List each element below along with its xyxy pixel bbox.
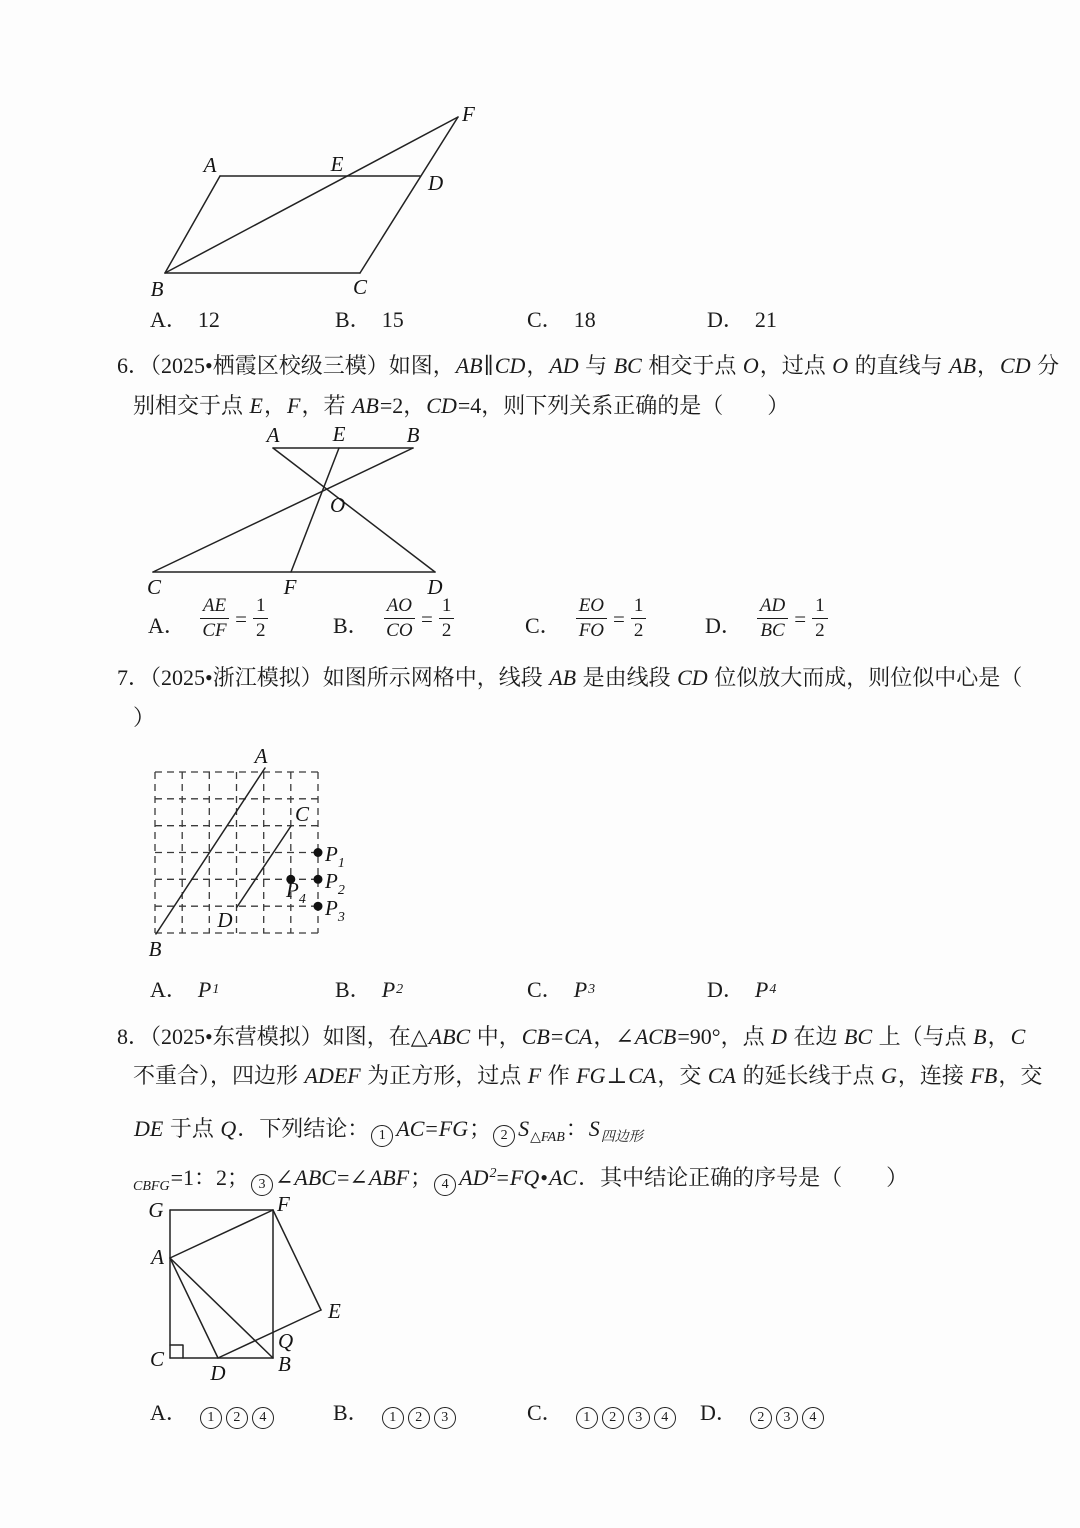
fig4-label-E: E <box>328 1299 341 1323</box>
fig1-label-B: B <box>150 277 164 301</box>
question-6-options <box>0 595 1080 655</box>
fig3-label-P3: $P_3$ <box>325 896 345 925</box>
fig3-label-B: B <box>148 937 162 961</box>
fraction: $\frac{1}{2}$ <box>253 595 269 642</box>
edge-EF <box>273 1210 321 1310</box>
fig4-label-A: A <box>151 1245 164 1269</box>
fig4-label-Q: Q <box>278 1329 294 1353</box>
question-6-line-1: 6．（2025•栖霞区校级三模）如图，AB∥CD，AD 与 BC 相交于点 O，过点 O 的直线与 AB，CD 分 <box>117 353 1060 378</box>
option-b: B． P 2 <box>335 977 404 1002</box>
question-8-options <box>0 1397 1080 1429</box>
point-P1 <box>314 848 323 857</box>
question-8-line-1: 8．（2025•东营模拟）如图，在△ABC 中，CB=CA，∠ACB=90°，点 D 在边 BC 上（与点 B，C <box>117 1024 1026 1049</box>
option-c: C． 18 <box>527 307 596 332</box>
segment-AB <box>170 1258 273 1358</box>
fig2-label-D: D <box>427 575 443 599</box>
line-BC <box>153 448 413 572</box>
fig2-label-F: F <box>283 575 297 599</box>
square-figure-lines <box>170 1210 321 1358</box>
question5-options <box>0 306 1080 336</box>
fig2-label-O: O <box>330 493 346 517</box>
right-angle-mark <box>170 1345 183 1358</box>
option-d: D． 2 3 4 <box>700 1397 826 1429</box>
line-CDF <box>360 117 458 273</box>
question-8-line-3: DE 于点 Q．下列结论： 1 AC=FG； 2 $S_{\triangle FAB}$：$S_{四边形}$ <box>134 1116 643 1145</box>
option-c: C． 1 2 3 4 <box>527 1397 678 1429</box>
fig2-label-B: B <box>406 423 420 447</box>
line-AD <box>273 448 435 572</box>
fig1-label-D: D <box>428 171 444 195</box>
fig4-label-B: B <box>278 1352 291 1376</box>
crossing-lines <box>153 448 435 572</box>
fig3-label-D: D <box>217 908 233 932</box>
fig2-label-C: C <box>146 575 162 599</box>
fig3-label-C: C <box>295 802 310 826</box>
circled-group: 1 2 3 <box>380 1397 458 1429</box>
fig1-label-E: E <box>330 152 344 176</box>
circled-group: 1 2 4 <box>198 1397 276 1429</box>
question-8-line-2: 不重合），四边形 ADEF 为正方形，过点 F 作 FG⊥CA，交 CA 的延长线于点 G，连接 FB，交 <box>133 1063 1043 1088</box>
option-b: B． $\frac{AO}{CO}$ = $\frac{1}{2}$ <box>333 595 458 642</box>
edge-AF <box>170 1210 273 1258</box>
fraction: $\frac{AD}{BC}$ <box>757 595 788 642</box>
option-c: C． $\frac{EO}{FO}$ = $\frac{1}{2}$ <box>525 595 650 642</box>
fig3-label-P4: $P_4$ <box>286 878 306 907</box>
circled-group: 1 2 3 4 <box>574 1397 678 1429</box>
figure-square <box>128 1190 398 1395</box>
fig2-label-E: E <box>332 422 346 446</box>
fraction: $\frac{EO}{FO}$ <box>576 595 607 642</box>
fig4-label-G: G <box>148 1198 164 1222</box>
option-b: B． 15 <box>335 307 404 332</box>
option-a: A． 1 2 4 <box>150 1397 276 1429</box>
fig2-label-A: A <box>266 423 280 447</box>
figure-crossing-lines <box>140 420 460 605</box>
fig4-label-D: D <box>210 1361 226 1385</box>
option-d: D． 21 <box>707 307 777 332</box>
question-8-line-4: $_{CBFG}$=1：2； 3 ∠ABC=∠ABF； 4 $AD^2=FQ•AC$．其中结论正确的序号是（ ） <box>133 1165 909 1194</box>
fig4-label-C: C <box>149 1347 164 1371</box>
question-7-options <box>0 976 1080 1006</box>
segment-AB <box>156 768 265 934</box>
fig3-label-A: A <box>254 744 268 768</box>
parallelogram-lines <box>165 117 458 273</box>
option-c: C． P 3 <box>527 977 596 1002</box>
fig1-label-F: F <box>462 102 475 126</box>
fig1-label-A: A <box>203 153 217 177</box>
edge-AD <box>170 1258 218 1358</box>
question-7-line-2: ） <box>133 705 156 730</box>
point-P2 <box>314 875 323 884</box>
fig3-label-P1: $P_1$ <box>325 842 345 871</box>
fraction: $\frac{AO}{CO}$ <box>384 595 415 642</box>
fraction: $\frac{AE}{CF}$ <box>200 595 229 642</box>
option-a: A． 12 <box>150 307 220 332</box>
dashed-grid <box>155 772 318 933</box>
question-7-line-1: 7．（2025•浙江模拟）如图所示网格中，线段 AB 是由线段 CD 位似放大而成，则位似中心是（ <box>117 665 1023 690</box>
question-6-line-2: 别相交于点 E，F，若 AB=2，CD=4，则下列关系正确的是（ ） <box>133 393 790 418</box>
circled-group: 2 3 4 <box>748 1397 826 1429</box>
point-P3 <box>314 902 323 911</box>
edge-DE <box>218 1310 321 1358</box>
fig1-label-C: C <box>352 275 368 299</box>
figure-parallelogram <box>140 95 480 310</box>
option-a: A． P 1 <box>150 977 220 1002</box>
fig4-label-F: F <box>277 1192 290 1216</box>
option-a: A． $\frac{AE}{CF}$ = $\frac{1}{2}$ <box>148 595 272 642</box>
option-d: D． P 4 <box>707 977 777 1002</box>
option-d: D． $\frac{AD}{BC}$ = $\frac{1}{2}$ <box>705 595 832 642</box>
option-b: B． 1 2 3 <box>333 1397 458 1429</box>
figure-grid <box>128 738 403 968</box>
fraction: $\frac{1}{2}$ <box>439 595 455 642</box>
fraction: $\frac{1}{2}$ <box>812 595 828 642</box>
fraction: $\frac{1}{2}$ <box>631 595 647 642</box>
fig3-label-P2: $P_2$ <box>325 869 345 898</box>
